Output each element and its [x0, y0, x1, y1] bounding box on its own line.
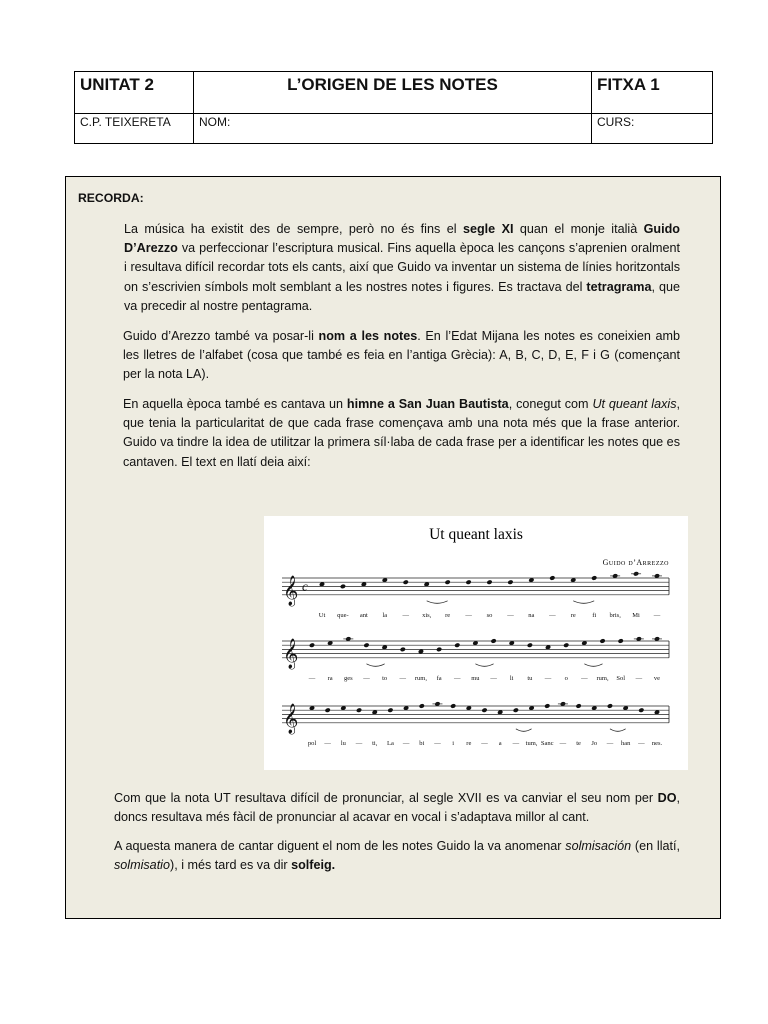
lyric-syllable: ra: [327, 674, 333, 682]
note-head: [363, 642, 369, 648]
lyric-syllable: to: [382, 674, 388, 682]
note-head: [309, 642, 315, 648]
lyric-syllable: —: [507, 611, 514, 619]
lyric-syllable: —: [559, 739, 567, 747]
lyric-syllable: bris,: [609, 611, 621, 619]
lyric-syllable: na: [528, 611, 535, 619]
lyric-syllable: pol: [307, 739, 317, 747]
text-run: va perfeccionar l’escriptura musical. Fins aquella època les cançons s’aprenien oralment i resultava difícil recordar tots els cants, així que Guido va inventar un sistema de línies horitzontals on s’escrivien símbols molt semblant a les nostres notes i figures. Es tractava del: [124, 241, 680, 294]
score-title: Ut queant laxis: [429, 526, 523, 543]
slur: [573, 601, 594, 604]
recorda-box: [65, 176, 721, 919]
lyric-syllable: —: [653, 611, 661, 619]
lyric-syllable: re: [570, 611, 576, 619]
lyric-syllable: rum,: [596, 674, 609, 682]
note-head: [549, 575, 555, 581]
lyric-syllable: —: [324, 739, 331, 747]
note-head: [563, 642, 569, 648]
unit-label: UNITAT 2: [80, 75, 154, 94]
lyric-syllable: tu: [527, 674, 533, 682]
note-head: [436, 647, 442, 653]
note-head: [599, 638, 605, 644]
slur: [427, 601, 448, 604]
note-head: [575, 703, 581, 709]
note-head: [454, 642, 460, 648]
note-head: [591, 575, 597, 581]
lyric-syllable: tum,: [525, 739, 538, 747]
note-head: [544, 703, 550, 709]
paragraph-solfeig: [114, 837, 680, 875]
lyric-syllable: han: [620, 739, 631, 747]
italic-text: solmisación: [565, 839, 632, 853]
note-head: [481, 707, 487, 713]
bold-text: DO: [657, 791, 677, 805]
lyric-syllable: —: [638, 739, 645, 747]
slur: [610, 729, 626, 732]
header-table: [74, 71, 713, 144]
lyric-syllable: —: [434, 739, 441, 747]
lyric-syllable: —: [454, 674, 461, 682]
lyric-syllable: ti,: [372, 739, 378, 747]
note-head: [618, 638, 624, 644]
lyric-syllable: Sol: [616, 674, 626, 682]
text-run: Com que la nota UT resultava difícil de pronunciar, al segle XVII es va canviar el seu nom per: [114, 791, 658, 805]
score-svg: [264, 516, 688, 770]
lyric-syllable: te: [576, 739, 581, 747]
note-head: [403, 579, 409, 585]
lyric-syllable: Sanc: [540, 739, 554, 747]
score-composer: Guido d’Arrezzo: [602, 558, 669, 567]
text-run: . En l’Edat Mijana les notes es coneixien amb les lletres de l’alfabet (cosa que també es feia en l’antiga Grècia): A, B, C, D, E, F i G (començant per la nota LA).: [123, 329, 680, 382]
treble-clef: 𝄞: [283, 575, 299, 605]
lyric-syllable: rum,: [414, 674, 428, 682]
note-head: [507, 579, 513, 585]
note-head: [356, 707, 362, 713]
treble-clef: 𝄞: [283, 703, 299, 733]
page-title: L’ORIGEN DE LES NOTES: [287, 75, 498, 94]
lyric-syllable: —: [308, 674, 316, 682]
paragraph-hymn: [123, 395, 680, 472]
text-run: , que tenia la particularitat de que cada frase començava amb una nota més que la frase anterior. Guido va tindre la idea de utilitzar la primera síl·laba de cada frase per a identificar les notes que es cantaven. El text en llatí deia així:: [123, 397, 680, 469]
italic-text: Ut queant laxis: [592, 397, 677, 411]
bold-text: himne a San Juan Bautista: [346, 397, 509, 411]
lyric-syllable: —: [402, 611, 409, 619]
note-head: [340, 584, 346, 590]
note-head: [387, 707, 393, 713]
note-head: [527, 642, 533, 648]
lyric-syllable: —: [355, 739, 363, 747]
lyric-syllable: lu: [340, 739, 346, 747]
italic-text: solmisatio: [114, 858, 170, 873]
header-divider: [591, 72, 592, 143]
lyric-syllable: —: [363, 674, 370, 682]
note-head: [419, 703, 425, 709]
lyric-syllable: ges: [343, 674, 353, 682]
text-run: La música ha existit des de sempre, però no és fins el: [124, 222, 463, 236]
lyric-syllable: que-: [337, 611, 349, 619]
lyric-syllable: re: [466, 739, 472, 747]
lyric-syllable: re: [445, 611, 451, 619]
recorda-heading: RECORDA:: [78, 191, 144, 205]
lyric-syllable: —: [635, 674, 643, 682]
lyric-syllable: —: [481, 739, 488, 747]
note-head: [444, 579, 450, 585]
text-run: En aquella època també es cantava un: [123, 397, 347, 411]
lyric-syllable: fa: [436, 674, 442, 682]
text-run: A aquesta manera de cantar diguent el nom de les notes Guido la va anomenar: [114, 839, 566, 853]
slur: [366, 664, 384, 667]
note-head: [325, 707, 331, 713]
lyric-syllable: nes.: [651, 739, 663, 747]
note-head: [638, 707, 644, 713]
school-label: C.P. TEIXERETA: [80, 115, 171, 129]
time-signature: c: [302, 578, 308, 594]
lyric-syllable: ant: [359, 611, 368, 619]
lyric-syllable: Ut: [318, 611, 326, 619]
lyric-syllable: Mi: [632, 611, 640, 619]
text-run: quan el monje italià: [513, 222, 644, 236]
lyric-syllable: La: [386, 739, 394, 747]
bold-text: nom a les notes: [318, 329, 418, 343]
text-run: ), i més tard es va dir: [170, 858, 292, 873]
lyric-syllable: —: [512, 739, 520, 747]
lyric-syllable: la: [382, 611, 388, 619]
lyric-syllable: —: [465, 611, 472, 619]
paragraph-note-names: [123, 327, 680, 385]
paragraph-do: [114, 789, 680, 827]
lyric-syllable: bi: [419, 739, 425, 747]
lyric-syllable: li: [509, 674, 514, 682]
lyric-syllable: i: [452, 739, 455, 747]
lyric-syllable: a: [498, 739, 502, 747]
lyric-syllable: —: [544, 674, 552, 682]
slur: [475, 664, 493, 667]
lyric-syllable: o: [564, 674, 568, 682]
lyric-syllable: —: [490, 674, 497, 682]
header-row-divider: [75, 113, 712, 114]
name-field[interactable]: NOM:: [199, 115, 231, 129]
paragraph-tetragrama: [124, 220, 680, 316]
note-head: [450, 703, 456, 709]
treble-clef: 𝄞: [283, 638, 299, 668]
course-field[interactable]: CURS:: [597, 115, 635, 129]
bold-text: solfeig.: [291, 858, 336, 873]
text-run: , doncs resultava més fàcil de pronunciar al acavar en vocal i s’adaptava millor al cant.: [114, 791, 680, 825]
text-run: , que va precedir al nostre pentagrama.: [124, 279, 681, 313]
lyric-syllable: —: [606, 739, 614, 747]
score-image: [264, 516, 688, 770]
lyric-syllable: fi: [592, 611, 597, 619]
lyric-syllable: —: [399, 674, 407, 682]
text-run: Guido d’Arezzo també va posar-li: [123, 329, 319, 343]
text-run: , conegut com: [508, 397, 593, 411]
lyric-syllable: —: [549, 611, 556, 619]
lyric-syllable: so: [486, 611, 493, 619]
note-head: [607, 703, 613, 709]
bold-text: tetragrama: [586, 279, 652, 294]
note-head: [465, 579, 471, 585]
slur: [516, 729, 532, 732]
note-head: [400, 647, 406, 653]
note-head: [486, 579, 492, 585]
sheet-label: FITXA 1: [597, 75, 660, 94]
note-head: [513, 707, 519, 713]
bold-text: segle XI: [462, 222, 514, 236]
lyric-syllable: ve: [653, 674, 661, 682]
lyric-syllable: —: [402, 739, 410, 747]
lyric-syllable: mu: [471, 674, 480, 682]
note-head: [490, 638, 496, 644]
text-run: (en llatí,: [631, 839, 681, 853]
lyric-syllable: Jo: [591, 739, 598, 747]
slur: [584, 664, 602, 667]
bold-text: Guido D’Arezzo: [124, 222, 680, 256]
score-staves: [282, 571, 669, 747]
lyric-syllable: —: [581, 674, 588, 682]
lyric-syllable: xis,: [422, 611, 432, 619]
